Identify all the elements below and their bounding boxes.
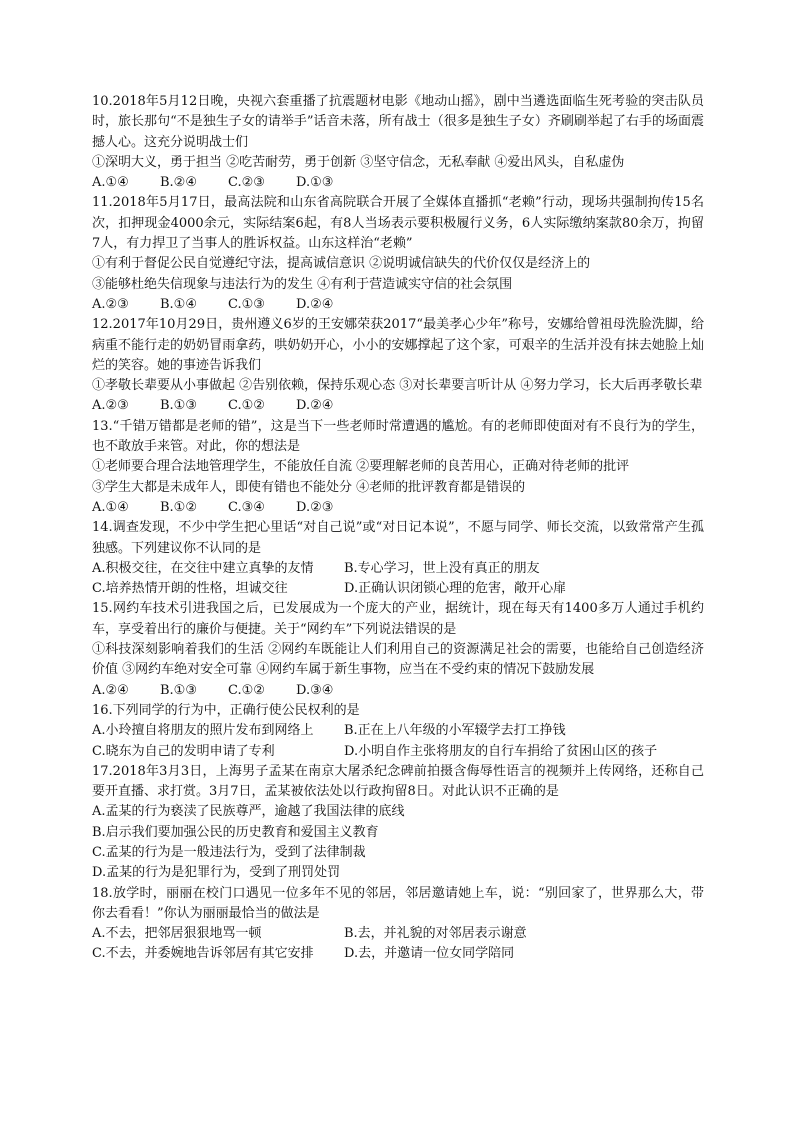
question-text: 18.放学时，丽丽在校门口遇见一位多年不见的邻居，邻居邀请她上车，说：“别回家了，世界那么大，带你去看看！”你认为丽丽最恰当的做法是 — [92, 885, 704, 921]
option-d[interactable]: D.②④ — [296, 398, 334, 414]
question-18 — [92, 884, 704, 965]
option-c[interactable]: C.①② — [228, 398, 265, 414]
option-a[interactable]: A.不去，把邻居狠狠地骂一顿 — [92, 926, 262, 942]
answer-options — [92, 924, 704, 965]
answer-options — [92, 173, 704, 193]
question-text: 15.网约车技术引进我国之后，已发展成为一个庞大的产业，据统计，现在每天有1400多万人通过手机约车，享受着出行的廉价与便捷。关于“网约车”下列说法错误的是 — [92, 601, 704, 637]
question-16 — [92, 701, 704, 762]
option-b[interactable]: B.启示我们要加强公民的历史教育和爱国主义教育 — [92, 824, 379, 840]
question-text: 11.2018年5月17日，最高法院和山东省高院联合开展了全媒体直播抓“老赖”行动，现场共强制拘传15名次，扣押现金4000余元，实际结案6起，有8人当场表示要积极履行义务，6人实际缴纳案款80余万，拘留7人，有力捍卫了当事人的胜诉权益。山东这样治“老赖” — [92, 195, 704, 252]
question-11 — [92, 193, 704, 315]
answer-options — [92, 396, 704, 416]
option-a[interactable]: A.①④ — [92, 499, 129, 515]
exam-page — [92, 92, 704, 965]
option-b[interactable]: B.①④ — [160, 296, 197, 312]
option-b[interactable]: B.②④ — [160, 175, 197, 191]
option-c[interactable]: C.不去，并委婉地告诉邻居有其它安排 — [92, 946, 314, 962]
answer-options — [92, 721, 704, 762]
option-d[interactable]: D.正确认识闭锁心理的危害，敞开心扉 — [344, 581, 567, 597]
option-d[interactable]: D.①③ — [296, 175, 334, 191]
option-a[interactable]: A.孟某的行为亵渎了民族尊严，逾越了我国法律的底线 — [92, 804, 405, 820]
option-a[interactable]: A.②③ — [92, 296, 129, 312]
option-d[interactable]: D.②④ — [296, 296, 334, 312]
question-text: 13.“千错万错都是老师的错”，这是当下一些老师时常遭遇的尴尬。有的老师即使面对有不良行为的学生，也不敢放手来管。对此，你的想法是 — [92, 418, 704, 455]
option-d[interactable]: D.小明自作主张将朋友的自行车捐给了贫困山区的孩子 — [344, 743, 658, 759]
question-statements: ①孝敬长辈要从小事做起 ②告别依赖，保持乐观心态 ③对长辈要言听计从 ④努力学习，长大后再孝敬长辈 — [92, 378, 703, 394]
question-statement-line: ①有利于督促公民自觉遵纪守法，提高诚信意识 ②说明诚信缺失的代价仅仅是经济上的 — [92, 256, 591, 272]
option-c[interactable]: C.晓东为自己的发明申请了专利 — [92, 743, 275, 759]
question-text: 10.2018年5月12日晚，央视六套重播了抗震题材电影《地动山摇》，剧中当遴选面临生死考验的突击队员时，旅长那句“不是独生子女的请举手”话音未落，所有战士（很多是独生子女）齐刷刷举起了右手的场面震撼人心。这充分说明战士们 — [92, 94, 704, 150]
option-b[interactable]: B.①② — [160, 499, 197, 515]
question-text: 17.2018年3月3日，上海男子孟某在南京大屠杀纪念碑前拍摄含侮辱性语言的视频并上传网络，还称自己要开直播、求打赏。3月7日，孟某被依法处以行政拘留8日。对此认识不正确的是 — [92, 763, 704, 800]
option-c[interactable]: C.①② — [228, 682, 265, 698]
answer-options — [92, 498, 704, 518]
question-17 — [92, 762, 704, 884]
option-b[interactable]: B.①③ — [160, 398, 197, 414]
option-c[interactable]: C.孟某的行为是一般违法行为，受到了法律制裁 — [92, 844, 366, 860]
question-12 — [92, 315, 704, 416]
question-13 — [92, 417, 704, 518]
option-b[interactable]: B.正在上八年级的小军辍学去打工挣钱 — [344, 723, 566, 739]
option-d[interactable]: D.②③ — [296, 499, 334, 515]
option-a[interactable]: A.①④ — [92, 175, 129, 191]
option-c[interactable]: C.②③ — [228, 175, 265, 191]
question-15 — [92, 599, 704, 700]
option-d[interactable]: D.去，并邀请一位女同学陪同 — [344, 946, 515, 962]
answer-options — [92, 295, 704, 315]
question-text: 12.2017年10月29日，贵州遵义6岁的王安娜荣获2017“最美孝心少年”称号，安娜给曾祖母洗脸洗脚，给病重不能行走的奶奶冒雨拿药，哄奶奶开心，小小的安娜撑起了这个家，可艰辛的生活并没有抹去她脸上灿烂的笑容。她的事迹告诉我们 — [92, 317, 704, 373]
question-text: 14.调查发现，不少中学生把心里话“对自己说”或“对日记本说”，不愿与同学、师长交流，以致常常产生孤独感。下列建议你不认同的是 — [92, 520, 704, 556]
option-a[interactable]: A.小玲擅自将朋友的照片发布到网络上 — [92, 723, 314, 739]
answer-options — [92, 559, 704, 600]
option-d[interactable]: D.③④ — [296, 682, 334, 698]
question-statement-line: ③学生大都是未成年人，即使有错也不能处分 ④老师的批评教育都是错误的 — [92, 479, 526, 495]
option-c[interactable]: C.培养热情开朗的性格，坦诚交往 — [92, 581, 288, 597]
option-c[interactable]: C.①③ — [228, 296, 265, 312]
answer-options — [92, 681, 704, 701]
question-14 — [92, 518, 704, 599]
question-statement-line: ①老师要合理合法地管理学生，不能放任自流 ②要理解老师的良苦用心，正确对待老师的批评 — [92, 459, 630, 475]
question-statement-line: ③能够杜绝失信现象与违法行为的发生 ④有利于营造诚实守信的社会氛围 — [92, 276, 513, 292]
option-c[interactable]: C.③④ — [228, 499, 265, 515]
option-a[interactable]: A.积极交往，在交往中建立真挚的友情 — [92, 560, 314, 576]
option-d[interactable]: D.孟某的行为是犯罪行为，受到了刑罚处罚 — [92, 865, 341, 881]
question-10 — [92, 92, 704, 193]
option-b[interactable]: B.专心学习，世上没有真正的朋友 — [344, 560, 540, 576]
option-a[interactable]: A.②③ — [92, 398, 129, 414]
question-statements: ①深明大义，勇于担当 ②吃苦耐劳，勇于创新 ③坚守信念，无私奉献 ④爱出风头，自私虚伪 — [92, 154, 625, 170]
option-b[interactable]: B.①③ — [160, 682, 197, 698]
option-a[interactable]: A.②④ — [92, 682, 129, 698]
question-statements: ①科技深刻影响着我们的生活 ②网约车既能让人们利用自己的资源满足社会的需要，也能给自己创造经济价值 ③网约车绝对安全可靠 ④网约车属于新生事物，应当在不受约束的情况下鼓励发展 — [92, 642, 704, 678]
question-text: 16.下列同学的行为中，正确行使公民权利的是 — [92, 702, 360, 718]
option-b[interactable]: B.去，并礼貌的对邻居表示谢意 — [344, 926, 527, 942]
